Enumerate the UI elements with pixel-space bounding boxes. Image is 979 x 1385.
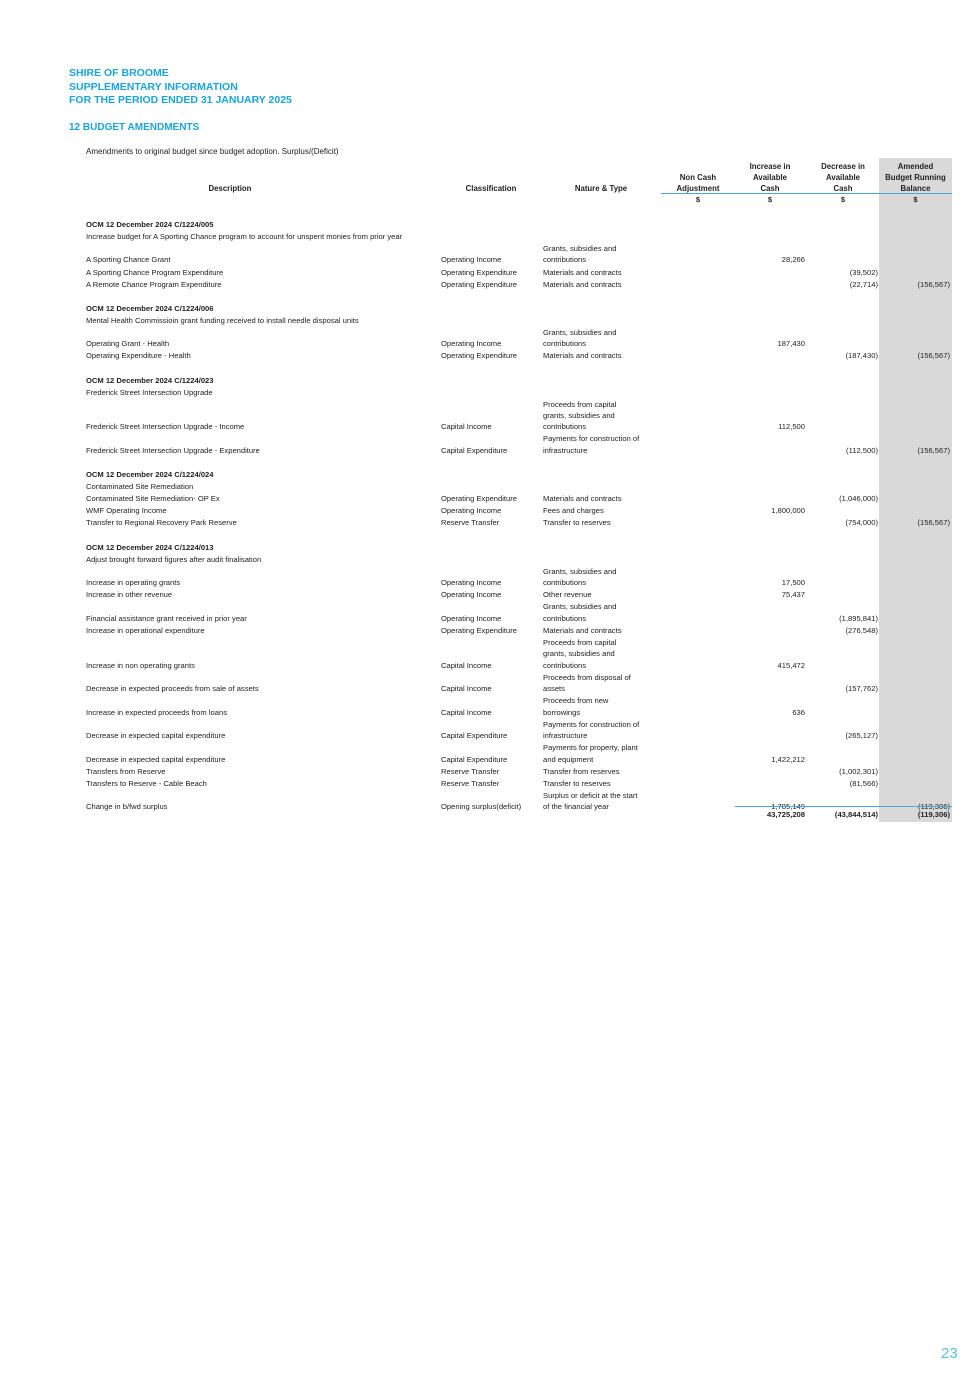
row-description: Increase in expected proceeds from loans xyxy=(86,707,227,717)
row-description: Operating Expenditure - Health xyxy=(86,351,191,361)
row-classification: Capital Income xyxy=(441,422,492,432)
row-classification: Capital Expenditure xyxy=(441,731,508,740)
row-description: Increase in operating grants xyxy=(86,577,181,587)
row-description: Decrease in expected capital expenditure xyxy=(86,754,226,764)
total-amended-balance: (119,306) xyxy=(917,810,950,819)
row-classification: Operating Income xyxy=(441,339,502,349)
row-description: Increase in other revenue xyxy=(86,590,173,599)
nature-type: Transfer from reserves xyxy=(543,766,620,776)
row-description: Transfer to Regional Recovery Park Reserve xyxy=(86,518,237,528)
row-classification: Operating Income xyxy=(441,255,502,265)
col-decrease: Decrease in Available Cash xyxy=(821,162,865,193)
nature-type: Grants, subsidies and xyxy=(543,566,617,576)
totals-rule xyxy=(735,806,952,807)
row-description: Increase in non operating grants xyxy=(86,660,195,670)
group-title: OCM 12 December 2024 C/1224/013 xyxy=(86,542,214,552)
group-title: OCM 12 December 2024 C/1224/023 xyxy=(86,375,214,385)
decrease-value: (22,714) xyxy=(849,279,878,289)
row-description: Transfers from Reserve xyxy=(86,766,166,776)
col-increase: Increase in Available Cash xyxy=(749,162,791,193)
group-subtitle: Adjust brought forward figures after audit finalisation xyxy=(86,554,262,564)
header-rule xyxy=(661,193,952,194)
nature-type: Materials and contracts xyxy=(543,279,622,289)
nature-type: Materials and contracts xyxy=(543,351,622,361)
col-classification: Classification xyxy=(465,184,517,193)
nature-type: Surplus or deficit at the start xyxy=(543,791,638,801)
nature-type: borrowings xyxy=(543,707,581,717)
nature-type: of the financial year xyxy=(543,802,609,812)
amended-balance-value: (156,567) xyxy=(917,445,950,455)
section-title: 12 BUDGET AMENDMENTS xyxy=(69,122,200,133)
nature-type: contributions xyxy=(543,613,587,623)
group-subtitle: Increase budget for A Sporting Chance program to account for unspent monies from prior year xyxy=(86,232,403,241)
decrease-value: (112,500) xyxy=(846,445,878,455)
row-classification: Operating Income xyxy=(441,506,502,516)
increase-value: 1,422,212 xyxy=(771,754,805,764)
row-description: A Sporting Chance Grant xyxy=(86,255,171,265)
col-description: Description xyxy=(208,184,252,193)
increase-value: 28,266 xyxy=(781,255,805,265)
row-classification: Capital Income xyxy=(441,660,492,670)
group-title: OCM 12 December 2024 C/1224/024 xyxy=(86,469,214,479)
row-description: Transfers to Reserve - Cable Beach xyxy=(86,778,207,788)
nature-type: Materials and contracts xyxy=(543,493,622,503)
group-title: OCM 12 December 2024 C/1224/006 xyxy=(86,303,214,313)
nature-type: Transfer to reserves xyxy=(543,778,611,788)
nature-type: assets xyxy=(543,684,565,693)
header-org: SHIRE OF BROOME xyxy=(69,67,169,79)
amended-balance-column-shade xyxy=(879,158,952,822)
intro-text: Amendments to original budget since budget adoption. Surplus/(Deficit) xyxy=(86,147,339,156)
row-classification: Reserve Transfer xyxy=(441,766,500,776)
increase-value: 75,437 xyxy=(781,590,805,599)
amended-balance-value: (156,567) xyxy=(917,518,950,528)
nature-type: contributions xyxy=(543,255,587,265)
row-description: WMF Operating Income xyxy=(86,506,167,516)
nature-type: Grants, subsidies and xyxy=(543,602,617,612)
unit-noncash: $ xyxy=(695,195,701,204)
row-classification: Operating Expenditure xyxy=(441,279,517,289)
nature-type: Transfer to reserves xyxy=(543,518,611,528)
row-classification: Capital Income xyxy=(441,707,492,717)
nature-type: Payments for property, plant xyxy=(543,743,638,753)
row-classification: Operating Expenditure xyxy=(441,493,517,503)
row-classification: Opening surplus(deficit) xyxy=(441,802,522,812)
row-description: Change in b/fwd surplus xyxy=(86,802,168,812)
decrease-value: (39,502) xyxy=(849,267,878,277)
row-classification: Operating Expenditure xyxy=(441,625,517,635)
nature-type: contributions xyxy=(543,660,587,670)
col-amended: Amended Budget Running Balance xyxy=(885,162,946,193)
increase-value: 415,472 xyxy=(777,660,805,670)
group-subtitle: Mental Health Commissioin grant funding received to install needle disposal units xyxy=(86,315,359,325)
decrease-value: (1,895,841) xyxy=(839,613,878,623)
nature-type: Proceeds from capital xyxy=(543,399,617,409)
row-classification: Operating Income xyxy=(441,590,502,599)
row-description: Decrease in expected capital expenditure xyxy=(86,731,226,740)
total-increase: 43,725,208 xyxy=(766,810,805,819)
decrease-value: (81,566) xyxy=(849,778,878,788)
nature-type: infrastructure xyxy=(543,731,588,740)
increase-value: 636 xyxy=(792,707,805,717)
header-subtitle: SUPPLEMENTARY INFORMATION xyxy=(69,80,238,93)
nature-type: contributions xyxy=(543,577,587,587)
nature-type: contributions xyxy=(543,339,587,349)
group-subtitle: Frederick Street Intersection Upgrade xyxy=(86,387,213,397)
row-classification: Capital Expenditure xyxy=(441,754,508,764)
decrease-value: (754,000) xyxy=(845,518,878,528)
nature-type: infrastructure xyxy=(543,445,588,455)
row-description: Financial assistance grant received in prior year xyxy=(86,613,247,623)
decrease-value: (187,430) xyxy=(845,351,878,361)
decrease-value: (1,046,000) xyxy=(839,493,878,503)
amended-balance-value: (156,567) xyxy=(917,279,950,289)
nature-type: Grants, subsidies and xyxy=(543,244,617,253)
nature-type: Proceeds from new xyxy=(543,696,609,706)
row-classification: Operating Expenditure xyxy=(441,351,517,361)
nature-type: Materials and contracts xyxy=(543,625,622,635)
row-classification: Operating Income xyxy=(441,577,502,587)
row-description: Operating Grant - Health xyxy=(86,339,170,349)
increase-value: 187,430 xyxy=(777,339,805,349)
row-description: A Sporting Chance Program Expenditure xyxy=(86,267,224,277)
nature-type: Grants, subsidies and xyxy=(543,327,617,337)
col-nature: Nature & Type xyxy=(574,184,628,193)
row-description: Increase in operational expenditure xyxy=(86,625,205,635)
row-description: A Remote Chance Program Expenditure xyxy=(86,279,222,289)
unit-amended: $ xyxy=(913,195,918,204)
unit-increase: $ xyxy=(767,195,773,204)
nature-type: grants, subsidies and xyxy=(543,410,615,420)
report-header xyxy=(69,67,292,108)
row-classification: Reserve Transfer xyxy=(441,778,500,788)
decrease-value: (276,548) xyxy=(845,625,878,635)
increase-value: 1,800,000 xyxy=(771,506,805,516)
row-classification: Operating Expenditure xyxy=(441,267,517,277)
page-number: 23 xyxy=(941,1345,958,1362)
row-classification: Operating Income xyxy=(441,613,502,623)
row-description: Contaminated Site Remediation- OP Ex xyxy=(86,493,220,503)
nature-type: Fees and charges xyxy=(543,506,604,516)
total-decrease: (43,844,514) xyxy=(834,810,878,819)
col-noncash: Non Cash Adjustment xyxy=(676,173,720,193)
group-subtitle: Contaminated Site Remediation xyxy=(86,481,194,491)
nature-type: contributions xyxy=(543,422,587,432)
nature-type: Proceeds from capital xyxy=(543,637,617,647)
row-classification: Capital Expenditure xyxy=(441,445,508,455)
nature-type: grants, subsidies and xyxy=(543,649,615,659)
nature-type: Payments for construction of xyxy=(543,719,640,729)
nature-type: Payments for construction of xyxy=(543,434,640,444)
nature-type: Proceeds from disposal of xyxy=(543,672,631,682)
nature-type: Other revenue xyxy=(543,590,592,599)
increase-value: 17,500 xyxy=(781,577,805,587)
amended-balance-value: (156,567) xyxy=(917,351,950,361)
row-description: Frederick Street Intersection Upgrade - Income xyxy=(86,422,245,432)
row-description: Frederick Street Intersection Upgrade - Expenditure xyxy=(86,445,260,455)
nature-type: Materials and contracts xyxy=(543,267,622,277)
row-classification: Capital Income xyxy=(441,684,492,693)
header-period: FOR THE PERIOD ENDED 31 JANUARY 2025 xyxy=(69,94,292,106)
row-classification: Reserve Transfer xyxy=(441,518,500,528)
nature-type: and equipment xyxy=(543,754,594,764)
decrease-value: (265,127) xyxy=(845,731,878,740)
unit-decrease: $ xyxy=(840,195,846,204)
decrease-value: (157,762) xyxy=(845,684,878,693)
row-description: Decrease in expected proceeds from sale of assets xyxy=(86,684,259,693)
decrease-value: (1,002,301) xyxy=(839,766,878,776)
increase-value: 112,500 xyxy=(778,422,805,432)
group-title: OCM 12 December 2024 C/1224/005 xyxy=(86,220,214,229)
